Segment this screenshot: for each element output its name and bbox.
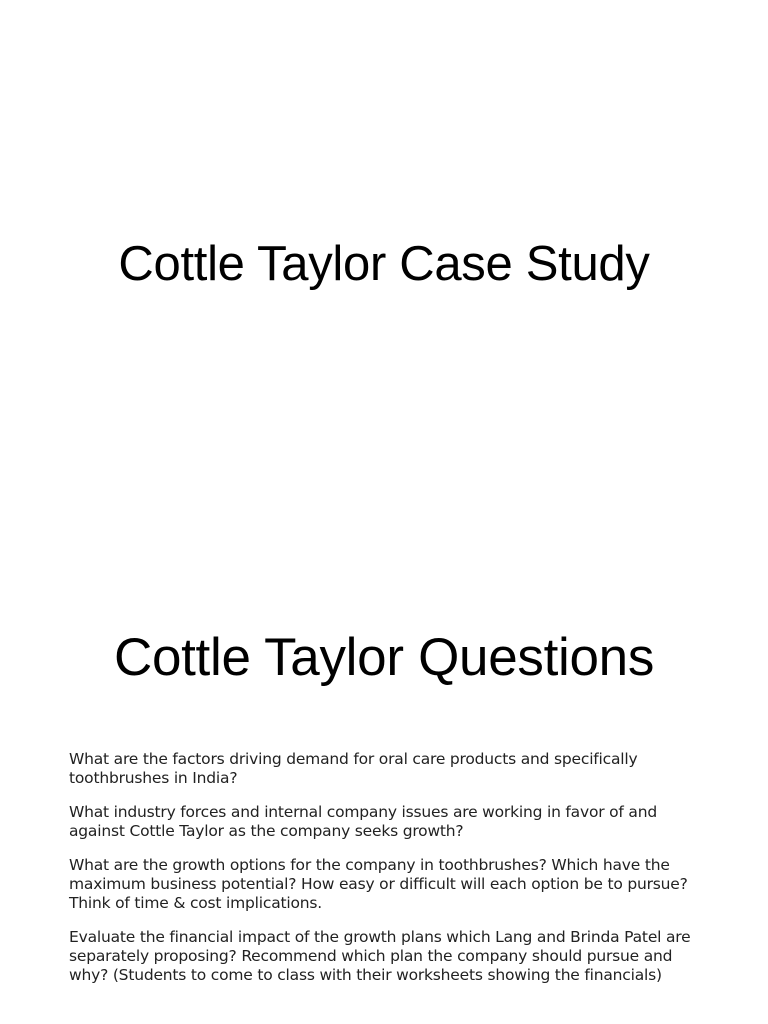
question-item: What are the growth options for the company in toothbrushes? Which have the maximum business potential? How easy or difficult will each option be to pursue? Think of time & cost implications.: [69, 856, 688, 912]
question-item: Evaluate the financial impact of the growth plans which Lang and Brinda Patel are separately proposing? Recommend which plan the company should pursue and why? (Students to come to class with their worksheets showing the financials): [69, 928, 691, 984]
case-study-title: Cottle Taylor Case Study: [118, 237, 650, 291]
question-item: What industry forces and internal company issues are working in favor of and against Cottle Taylor as the company seeks growth?: [69, 803, 657, 840]
questions-title: Cottle Taylor Questions: [113, 628, 655, 687]
slide-questions: [0, 580, 768, 1024]
question-item: What are the factors driving demand for oral care products and specifically toothbrushes in India?: [69, 750, 638, 787]
question-list: [69, 750, 709, 1000]
